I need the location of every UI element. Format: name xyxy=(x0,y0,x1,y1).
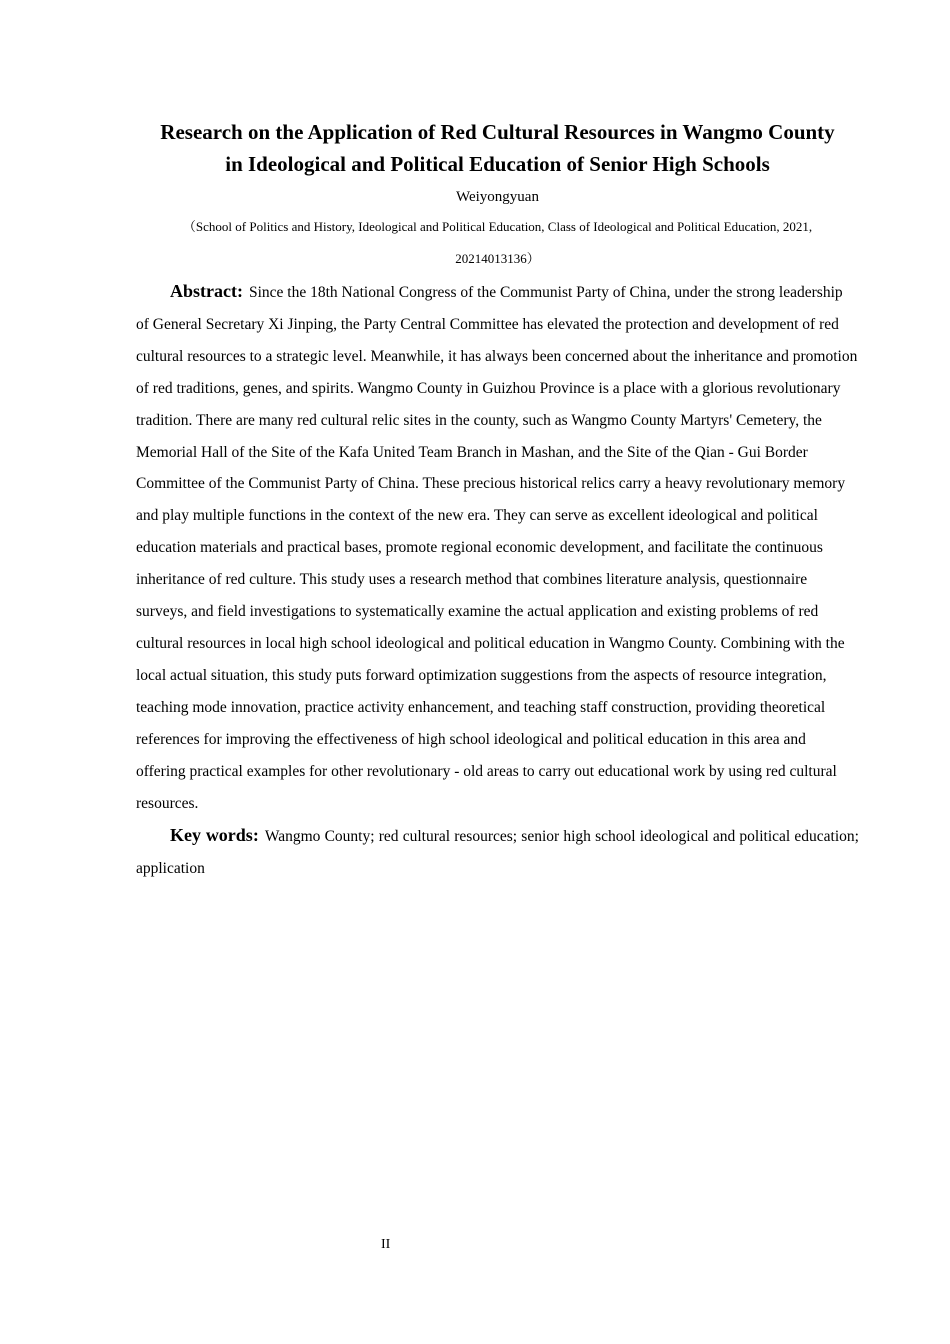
paper-title xyxy=(136,116,859,180)
affiliation-line-2: 20214013136） xyxy=(455,251,540,266)
abstract-label: Abstract: xyxy=(170,281,243,301)
abstract-text: Since the 18th National Congress of the Communist Party of China, under the strong leadership of General Secretary Xi Jinping, the Party Central Committee has elevated the protection and development of red cultural resources to a strategic level. Meanwhile, it has always been concerned about the inheritance and promotion of red traditions, genes, and spirits. Wangmo County in Guizhou Province is a place with a glorious revolutionary tradition. There are many red cultural relic sites in the county, such as Wangmo County Martyrs' Cemetery, the Memorial Hall of the Site of the Kafa United Team Branch in Mashan, and the Site of the Qian - Gui Border Committee of the Communist Party of China. These precious historical relics carry a heavy revolutionary memory and play multiple functions in the context of the new era. They can serve as excellent ideological and political education materials and practical bases, promote regional economic development, and facilitate the continuous inheritance of red culture. This study uses a research method that combines literature analysis, questionnaire surveys, and field investigations to systematically examine the actual application and existing problems of red cultural resources in local high school ideological and political education in Wangmo County. Combining with the local actual situation, this study puts forward optimization suggestions from the aspects of resource integration, teaching mode innovation, practice activity enhancement, and teaching staff construction, providing theoretical references for improving the effectiveness of high school ideological and political education in this area and offering practical examples for other revolutionary - old areas to carry out educational work by using red cultural resources. xyxy=(136,284,858,812)
page-number: II xyxy=(381,1237,391,1252)
abstract-paragraph xyxy=(136,276,859,819)
author-name: Weiyongyuan xyxy=(456,189,539,205)
keywords-paragraph xyxy=(136,820,859,885)
document-page xyxy=(136,116,859,885)
affiliation-line-1: （School of Politics and History, Ideological and Political Education, Class of Ideological and Political Education, 2021, xyxy=(182,219,813,234)
paper-title-line-1: Research on the Application of Red Cultural Resources in Wangmo County xyxy=(160,120,835,144)
keywords-text: Wangmo County; red cultural resources; senior high school ideological and political education; application xyxy=(136,828,859,878)
keywords-label: Key words: xyxy=(170,825,259,846)
author-affiliation xyxy=(136,211,859,275)
paper-title-line-2: in Ideological and Political Education of Senior High Schools xyxy=(225,152,770,176)
